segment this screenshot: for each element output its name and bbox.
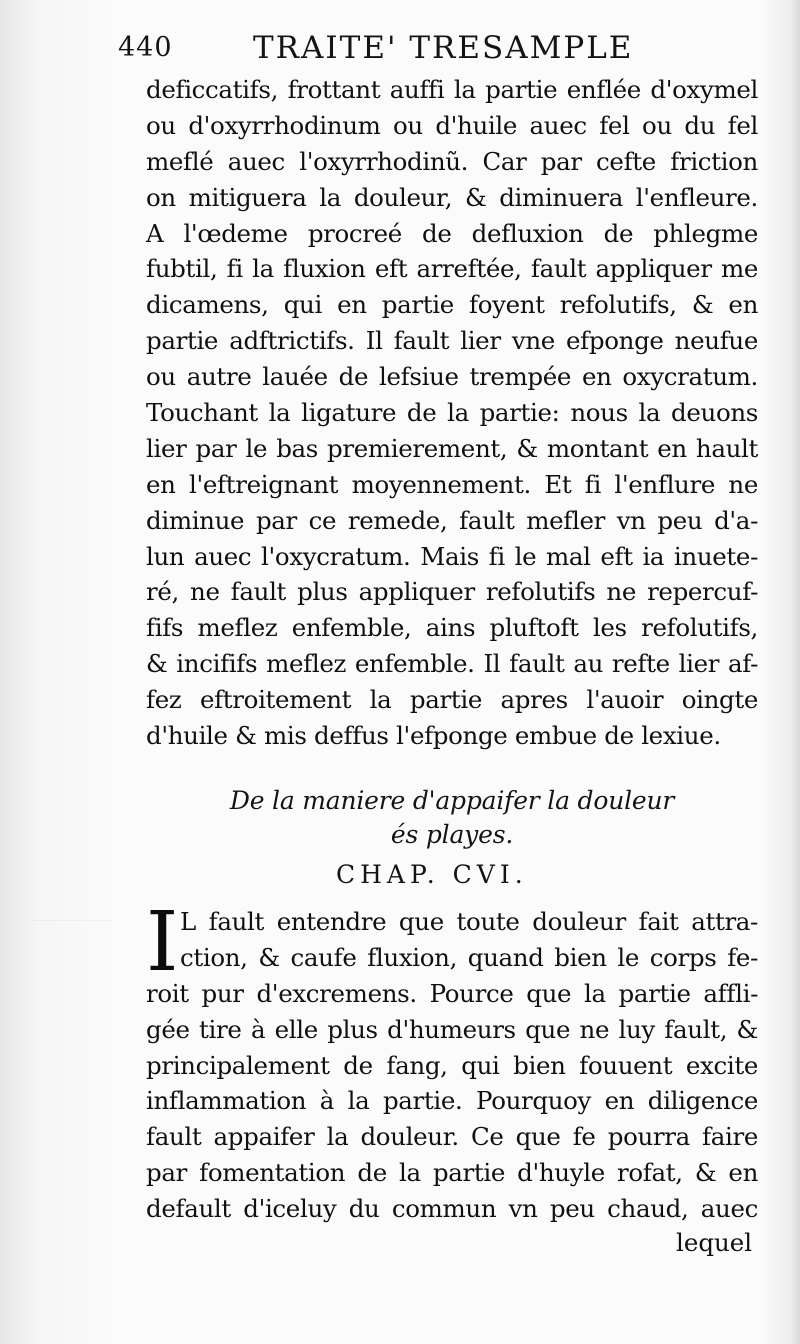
text-line: par fomentation de la partie d'huyle rofat, & en	[146, 1158, 758, 1188]
text-line: fubtil, fi la fluxion eft arreftée, fault appliquer me	[146, 254, 758, 284]
text-line: roit pur d'excremens. Pource que la partie affli-	[146, 978, 758, 1008]
text-line: ou d'oxyrrhodinum ou d'huile auec fel ou du fel	[146, 110, 758, 140]
text-line: inflammation à la partie. Pourquoy en diligence	[146, 1086, 758, 1116]
chapter-title-line: De la maniere d'appaifer la douleur	[229, 786, 675, 815]
chapter-paragraph	[146, 895, 758, 1227]
chapter-title-line: és playes.	[390, 820, 514, 849]
show-through-texture	[30, 880, 110, 921]
folio-number: 440	[118, 32, 173, 63]
text-line: A l'œdeme procreé de defluxion de phlegme	[146, 218, 758, 248]
text-line: fifs meflez enfemble, ains pluftoft les refolutifs,	[146, 613, 758, 643]
text-line: d'huile & mis deffus l'efponge embue de lexiue.	[146, 721, 721, 751]
text-line: diminue par ce remede, fault mefler vn peu d'a-	[146, 505, 758, 535]
text-line: ré, ne fault plus appliquer refolutifs ne repercuf-	[146, 577, 758, 607]
text-line: fez eftroitement la partie apres l'auoir oingte	[146, 685, 758, 715]
body-paragraph	[146, 72, 758, 754]
running-title: TRAITE' TRESAMPLE	[253, 30, 634, 66]
text-line: partie adftrictifs. Il fault lier vne efponge neufue	[146, 326, 758, 356]
text-line: meflé auec l'oxyrrhodinũ. Car par cefte friction	[146, 146, 758, 176]
text-line: default d'iceluy du commun vn peu chaud, auec	[146, 1194, 758, 1224]
text-line: ction, & caufe fluxion, quand bien le corps fe-	[180, 942, 758, 972]
text-line: Touchant la ligature de la partie: nous la deuons	[146, 398, 758, 428]
text-line: on mitiguera la douleur, & diminuera l'enfleure.	[146, 182, 758, 212]
text-line: L fault entendre que toute douleur fait attra-	[180, 907, 758, 936]
catchword: lequel	[676, 1228, 753, 1257]
text-line: dicamens, qui en partie foyent refolutifs, & en	[146, 290, 758, 320]
text-line: lier par le bas premierement, & montant en hault	[146, 433, 758, 463]
text-line: & incififs meflez enfemble. Il fault au refte lier af-	[146, 649, 758, 679]
drop-capital: I	[146, 895, 179, 990]
text-line: deficcatifs, frottant auffi la partie enflée d'oxymel	[146, 75, 758, 104]
text-line: principalement de fang, qui bien fouuent excite	[146, 1050, 758, 1080]
text-line: fault appaifer la douleur. Ce que fe pourra faire	[146, 1122, 758, 1152]
text-line: gée tire à elle plus d'humeurs que ne luy fault, &	[146, 1014, 758, 1044]
text-line: en l'eftreignant moyennement. Et fi l'enflure ne	[146, 469, 758, 499]
chapter-title	[146, 784, 758, 852]
text-line: ou autre lauée de lefsiue trempée en oxycratum.	[146, 362, 758, 392]
page-header	[118, 30, 678, 74]
text-line: lun auec l'oxycratum. Mais fi le mal eft ia inuete-	[146, 541, 758, 571]
chapter-number: CHAP. CVI.	[336, 860, 528, 889]
